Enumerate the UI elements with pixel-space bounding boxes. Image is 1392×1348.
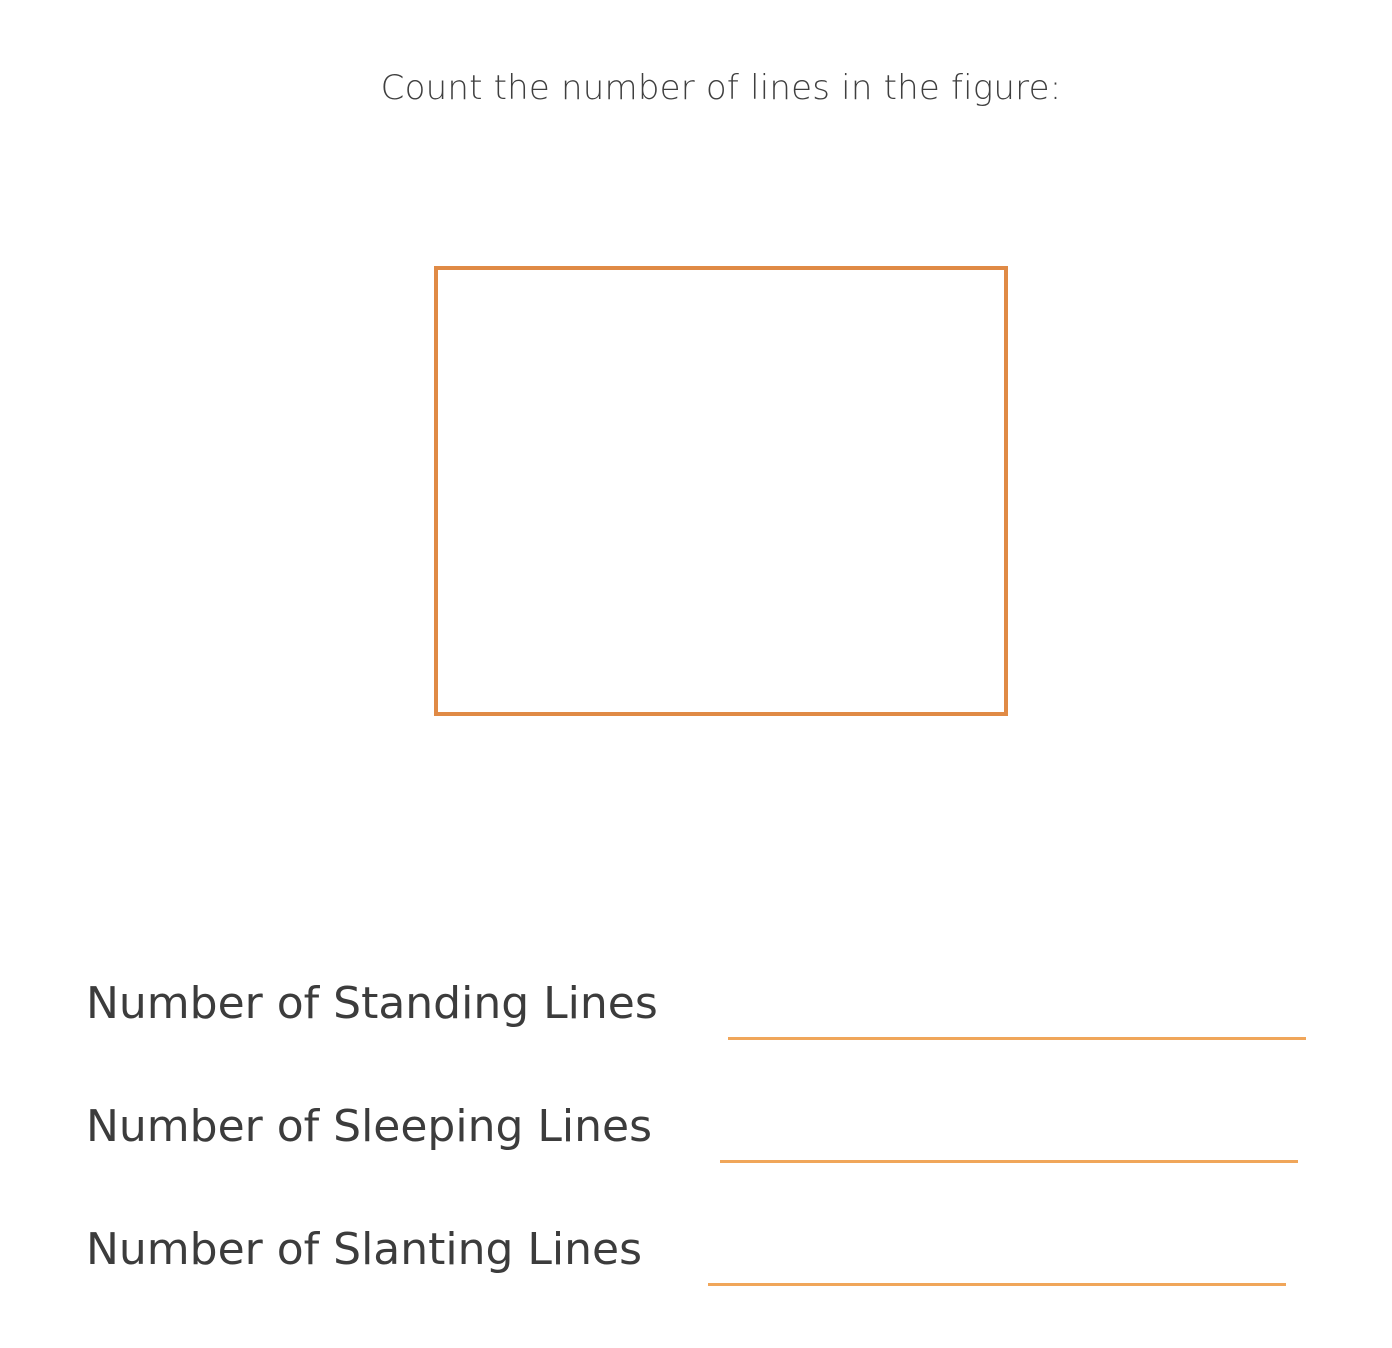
answer-line-slanting[interactable] [708,1283,1286,1286]
rectangle-shape [434,266,1008,716]
question-label-sleeping: Number of Sleeping Lines [86,1101,653,1152]
answer-line-sleeping[interactable] [720,1160,1298,1163]
answer-line-standing[interactable] [728,1037,1306,1040]
figure-rectangle [434,266,1008,716]
instruction-text: Count the number of lines in the figure: [380,68,1062,108]
question-label-standing: Number of Standing Lines [86,978,658,1029]
question-standing-lines [0,976,1392,1066]
rectangle-outline [436,268,1006,714]
question-label-slanting: Number of Slanting Lines [86,1224,643,1275]
question-slanting-lines [0,1222,1392,1312]
question-sleeping-lines [0,1099,1392,1189]
